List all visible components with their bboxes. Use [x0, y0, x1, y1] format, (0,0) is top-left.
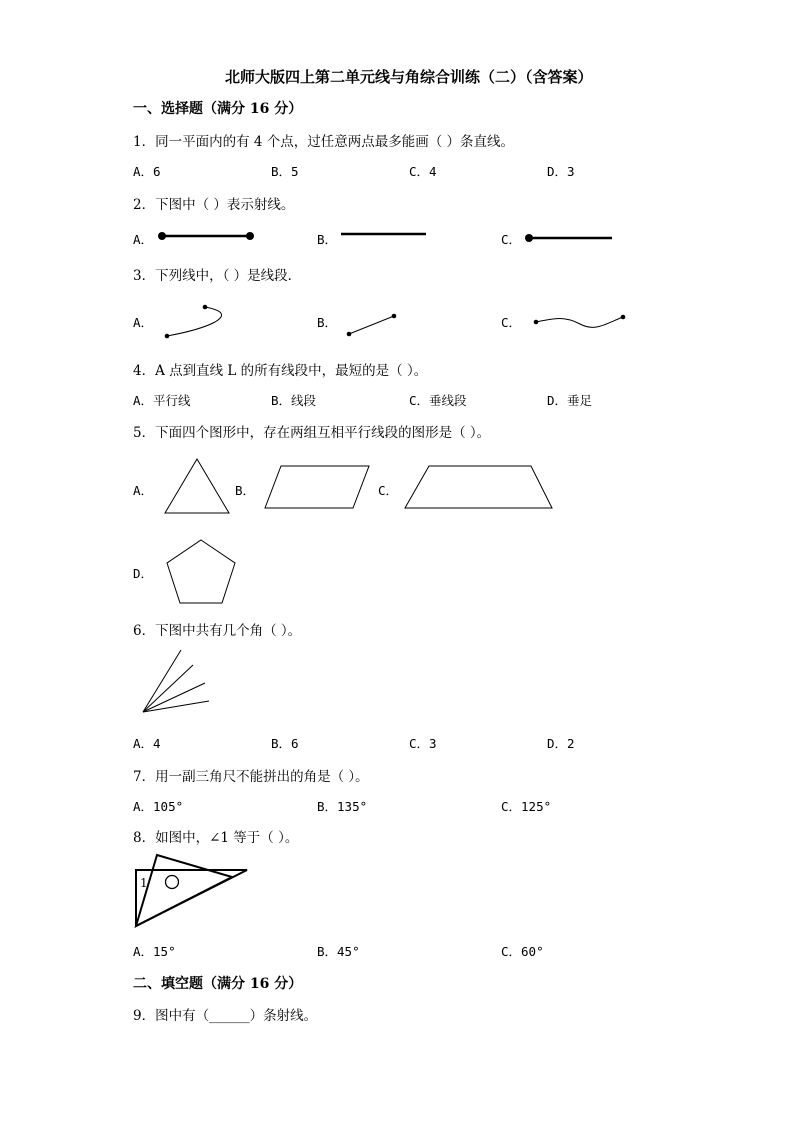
question-6-option-c[interactable]: C．3: [409, 736, 437, 751]
question-9-prefix: 9．图中有（: [133, 1008, 210, 1024]
question-1-option-d[interactable]: D．3: [547, 164, 575, 179]
question-8-option-b[interactable]: B．45°: [317, 944, 360, 959]
question-2-option-b[interactable]: B．: [317, 232, 338, 247]
question-4-option-b[interactable]: B．线段: [271, 393, 317, 408]
question-1-text: 1．同一平面内的有 4 个点，过任意两点最多能画（ ）条直线。: [133, 134, 515, 150]
question-6-text: 6．下图中共有几个角（ ）。: [133, 623, 302, 639]
question-8-option-a[interactable]: A．15°: [133, 944, 176, 959]
question-7-option-b[interactable]: B．135°: [317, 799, 368, 814]
question-6-option-d[interactable]: D．2: [547, 736, 575, 751]
question-9-text: [133, 1004, 317, 1024]
question-2-option-a[interactable]: A．: [133, 232, 154, 247]
question-5-option-b[interactable]: B．: [235, 483, 256, 498]
question-7-option-c[interactable]: C．125°: [501, 799, 552, 814]
question-6-option-a[interactable]: A．4: [133, 736, 161, 751]
question-1-option-a[interactable]: A．6: [133, 164, 161, 179]
question-5-option-c[interactable]: C．: [378, 483, 399, 498]
question-3-option-a[interactable]: A．: [133, 315, 154, 330]
question-2-option-c[interactable]: C．: [501, 232, 522, 247]
section-heading-choice: 一、选择题（满分 16 分）: [133, 101, 303, 117]
question-5-option-d[interactable]: D．: [133, 566, 154, 581]
page-title: 北师大版四上第二单元线与角综合训练（二）（含答案）: [225, 68, 593, 86]
question-9-suffix: ）条射线。: [249, 1008, 318, 1024]
question-7-option-a[interactable]: A．105°: [133, 799, 184, 814]
question-3-text: 3．下列线中，（ ）是线段．: [133, 268, 302, 284]
question-1-option-c[interactable]: C．4: [409, 164, 437, 179]
question-4-text: 4．A 点到直线 L 的所有线段中，最短的是（ ）。: [133, 363, 428, 379]
question-9-blank[interactable]: ______: [209, 1008, 250, 1024]
question-4-option-c[interactable]: C．垂线段: [409, 393, 467, 408]
question-6-option-b[interactable]: B．6: [271, 736, 299, 751]
question-8-text: 8．如图中，∠1 等于（ ）。: [133, 830, 299, 846]
question-5-option-a[interactable]: A．: [133, 483, 154, 498]
question-1-option-b[interactable]: B．5: [271, 164, 299, 179]
question-8-option-c[interactable]: C．60°: [501, 944, 544, 959]
question-4-option-a[interactable]: A．平行线: [133, 393, 191, 408]
angle-1-label: 1: [140, 876, 148, 890]
question-2-text: 2．下图中（ ）表示射线。: [133, 197, 295, 213]
question-3-option-b[interactable]: B．: [317, 315, 338, 330]
question-5-text: 5．下面四个图形中，存在两组互相平行线段的图形是（ ）。: [133, 425, 491, 441]
section-heading-fill-in: 二、填空题（满分 16 分）: [133, 976, 303, 992]
question-4-option-d[interactable]: D．垂足: [547, 393, 593, 408]
question-3-option-c[interactable]: C．: [501, 315, 522, 330]
question-7-text: 7．用一副三角尺不能拼出的角是（ ）。: [133, 769, 369, 785]
